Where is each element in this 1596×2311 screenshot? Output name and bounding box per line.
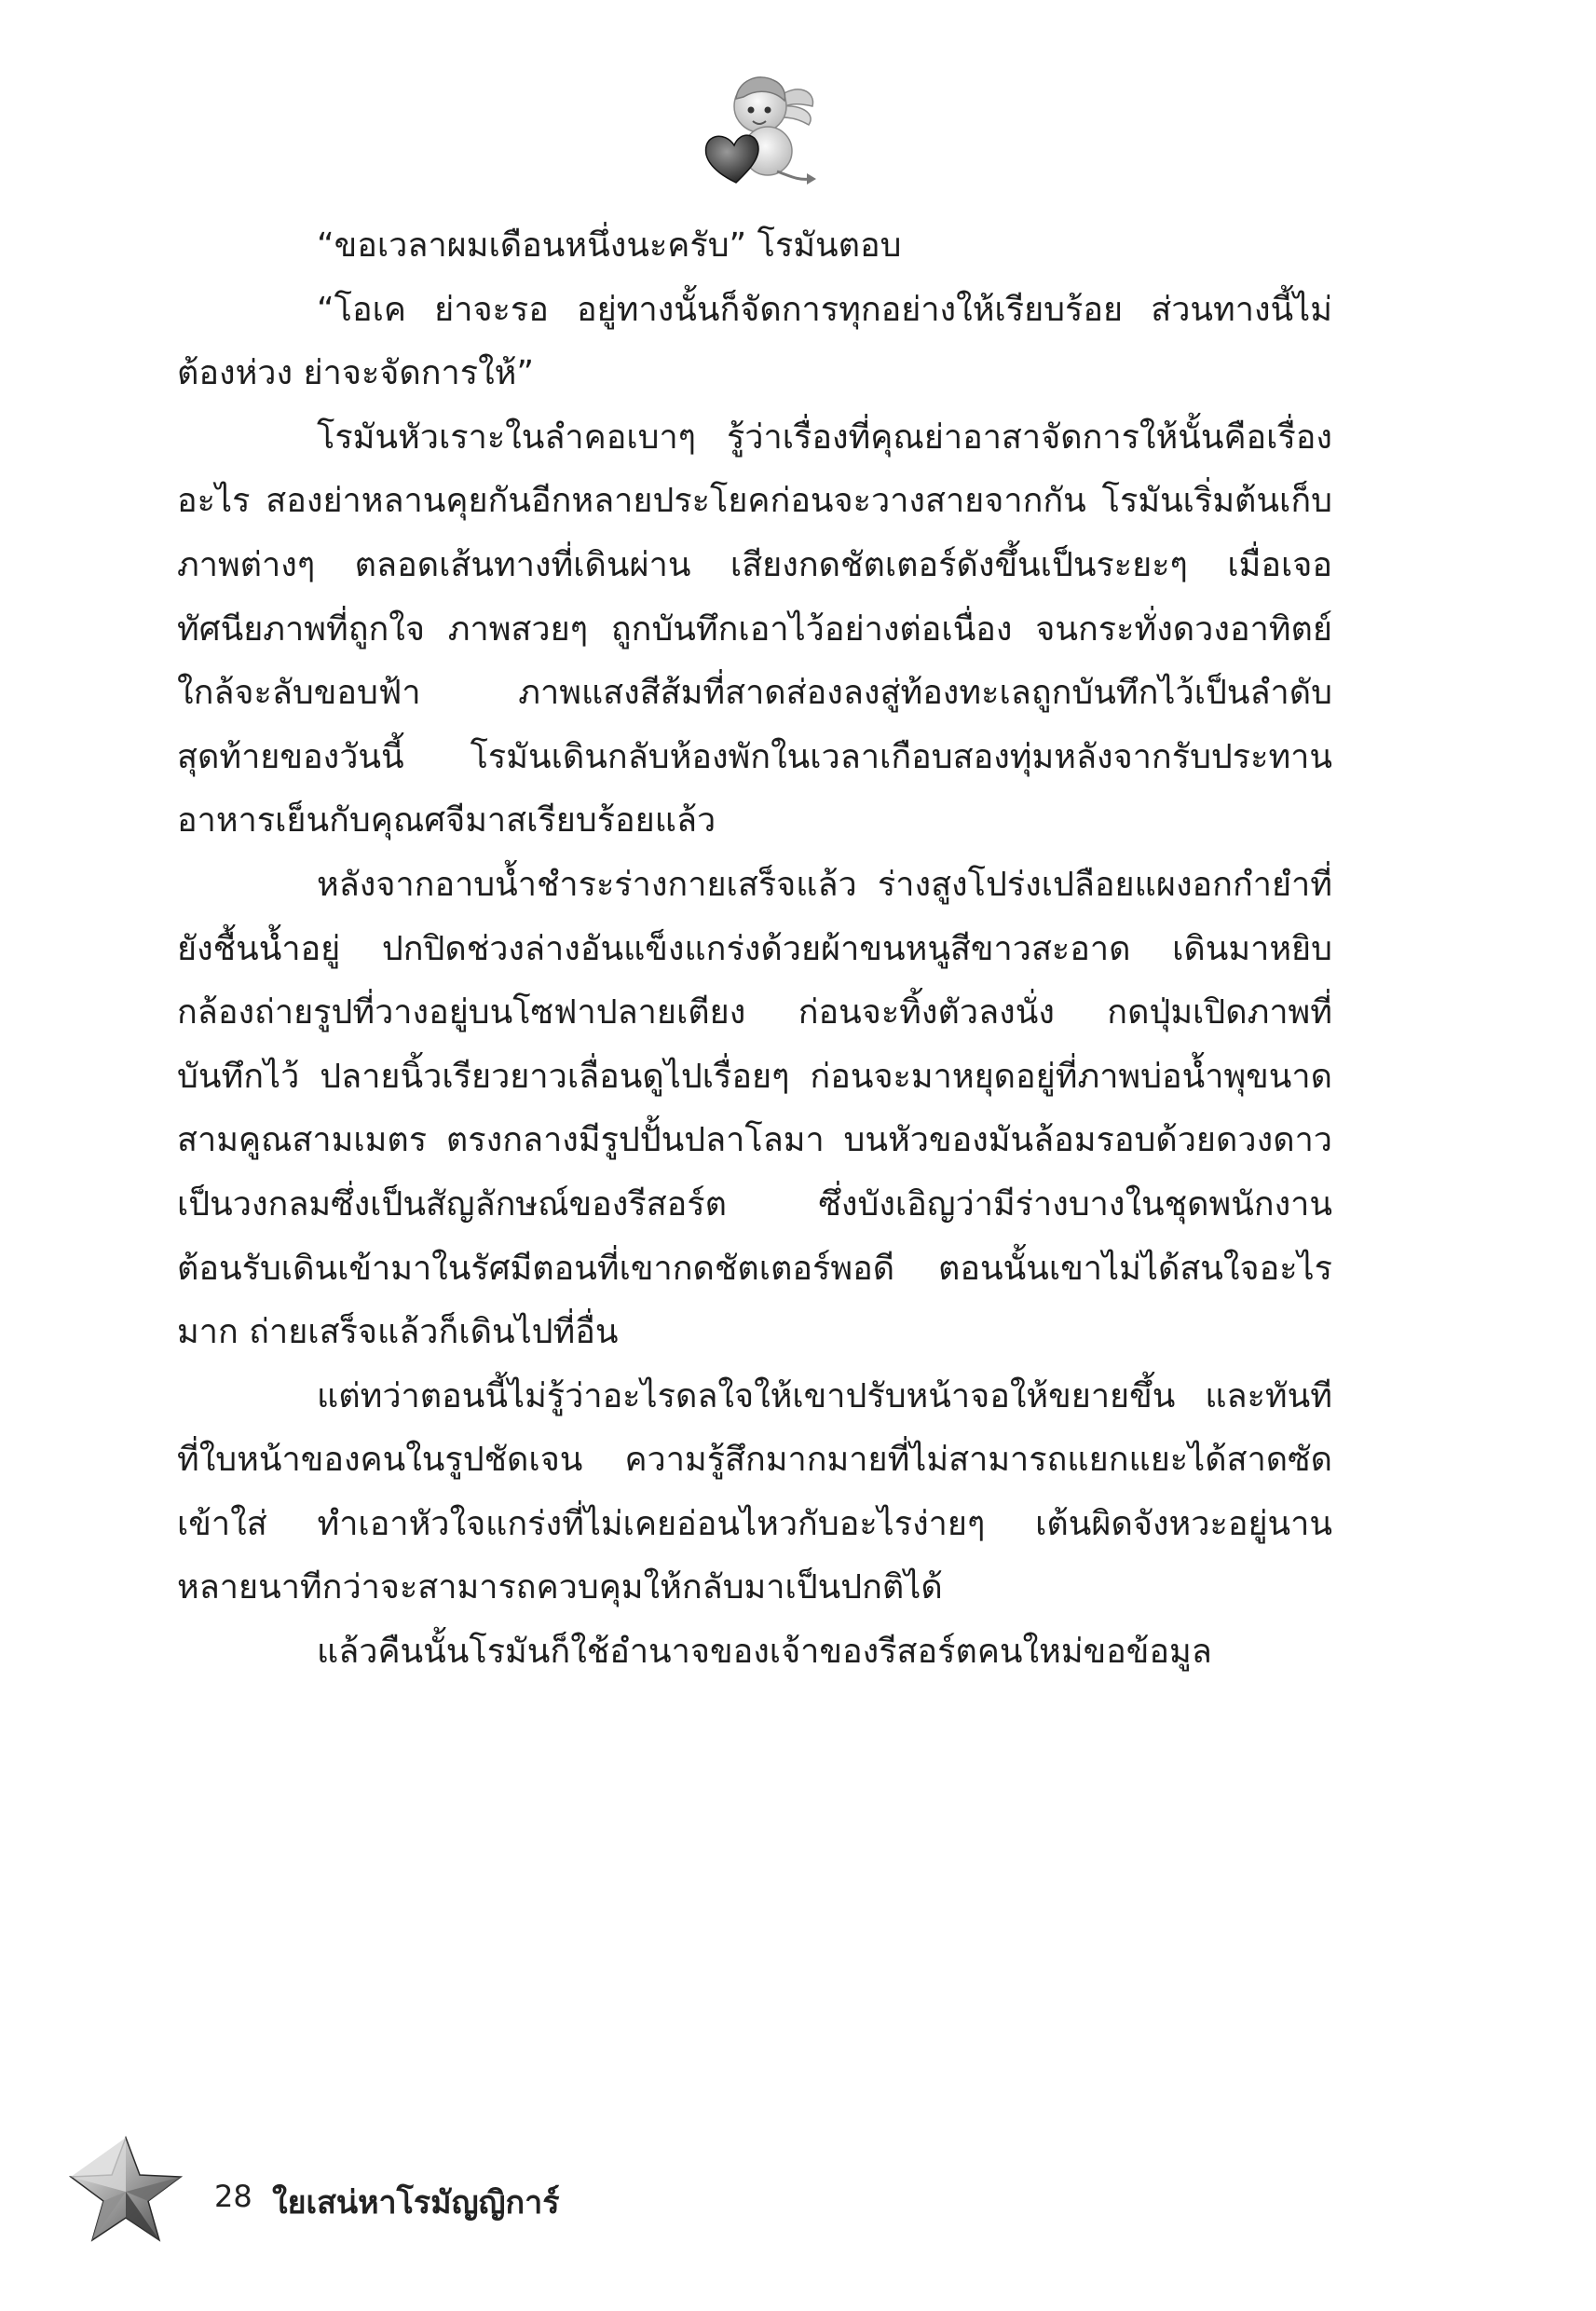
book-title: ใยเสน่หาโรมัญญิการ์ bbox=[272, 2184, 560, 2222]
paragraph: แล้วคืนนั้นโรมันก็ใช้อำนาจของเจ้าของรีสอร์ตคนใหม่ขอข้อมูล bbox=[317, 1633, 1212, 1672]
cupid-heart-icon bbox=[701, 65, 824, 188]
paragraph: “โอเค ย่าจะรอ อยู่ทางนั้นก็จัดการทุกอย่างให้เรียบร้อย ส่วนทางนี้ไม่ต้องห่วง ย่าจะจัดการให้” bbox=[177, 290, 1332, 393]
paragraph: “ขอเวลาผมเดือนหนึ่งนะครับ” โรมันตอบ bbox=[317, 226, 902, 265]
star-icon bbox=[65, 2134, 186, 2246]
story-text bbox=[177, 214, 1332, 1685]
paragraph: แต่ทว่าตอนนี้ไม่รู้ว่าอะไรดลใจให้เขาปรับหน้าจอให้ขยายขึ้น และทันทีที่ใบหน้าของคนในรูปชัดเจน ความรู้สึกมากมายที่ไม่สามารถแยกแยะได้สาดซัดเข้าใส่ ทำเอาหัวใจแกร่งที่ไม่เคยอ่อนไหวกับอะไรง่ายๆ เต้นผิดจังหวะอยู่นานหลายนาทีกว่าจะสามารถควบคุมให้กลับมาเป็นปกติได้ bbox=[177, 1376, 1332, 1607]
page-footer bbox=[65, 2134, 717, 2246]
paragraph: โรมันหัวเราะในลำคอเบาๆ รู้ว่าเรื่องที่คุณย่าอาสาจัดการให้นั้นคือเรื่องอะไร สองย่าหลานคุยกันอีกหลายประโยคก่อนจะวางสายจากกัน โรมันเริ่มต้นเก็บภาพต่างๆ ตลอดเส้นทางที่เดินผ่าน เสียงกดชัตเตอร์ดังขึ้นเป็นระยะๆ เมื่อเจอทัศนียภาพที่ถูกใจ ภาพสวยๆ ถูกบันทึกเอาไว้อย่างต่อเนื่อง จนกระทั่งดวงอาทิตย์ใกล้จะลับขอบฟ้า ภาพแสงสีส้มที่สาดส่องลงสู่ท้องทะเลถูกบันทึกไว้เป็นลำดับสุดท้ายของวันนี้ โรมันเดินกลับห้องพักในเวลาเกือบสองทุ่มหลังจากรับประทานอาหารเย็นกับคุณศจีมาสเรียบร้อยแล้ว bbox=[177, 417, 1332, 841]
page-number: 28 bbox=[214, 2179, 252, 2214]
paragraph: หลังจากอาบน้ำชำระร่างกายเสร็จแล้ว ร่างสูงโปร่งเปลือยแผงอกกำยำที่ยังชื้นน้ำอยู่ ปกปิดช่วงล่างอันแข็งแกร่งด้วยผ้าขนหนูสีขาวสะอาด เดินมาหยิบกล้องถ่ายรูปที่วางอยู่บนโซฟาปลายเตียง ก่อนจะทิ้งตัวลงนั่ง กดปุ่มเปิดภาพที่บันทึกไว้ ปลายนิ้วเรียวยาวเลื่อนดูไปเรื่อยๆ ก่อนจะมาหยุดอยู่ที่ภาพบ่อน้ำพุขนาดสามคูณสามเมตร ตรงกลางมีรูปปั้นปลาโลมา บนหัวของมันล้อมรอบด้วยดวงดาวเป็นวงกลมซึ่งเป็นสัญลักษณ์ของรีสอร์ต ซึ่งบังเอิญว่ามีร่างบางในชุดพนักงานต้อนรับเดินเข้ามาในรัศมีตอนที่เขากดชัตเตอร์พอดี ตอนนั้นเขาไม่ได้สนใจอะไรมาก ถ่ายเสร็จแล้วก็เดินไปที่อื่น bbox=[177, 865, 1332, 1352]
